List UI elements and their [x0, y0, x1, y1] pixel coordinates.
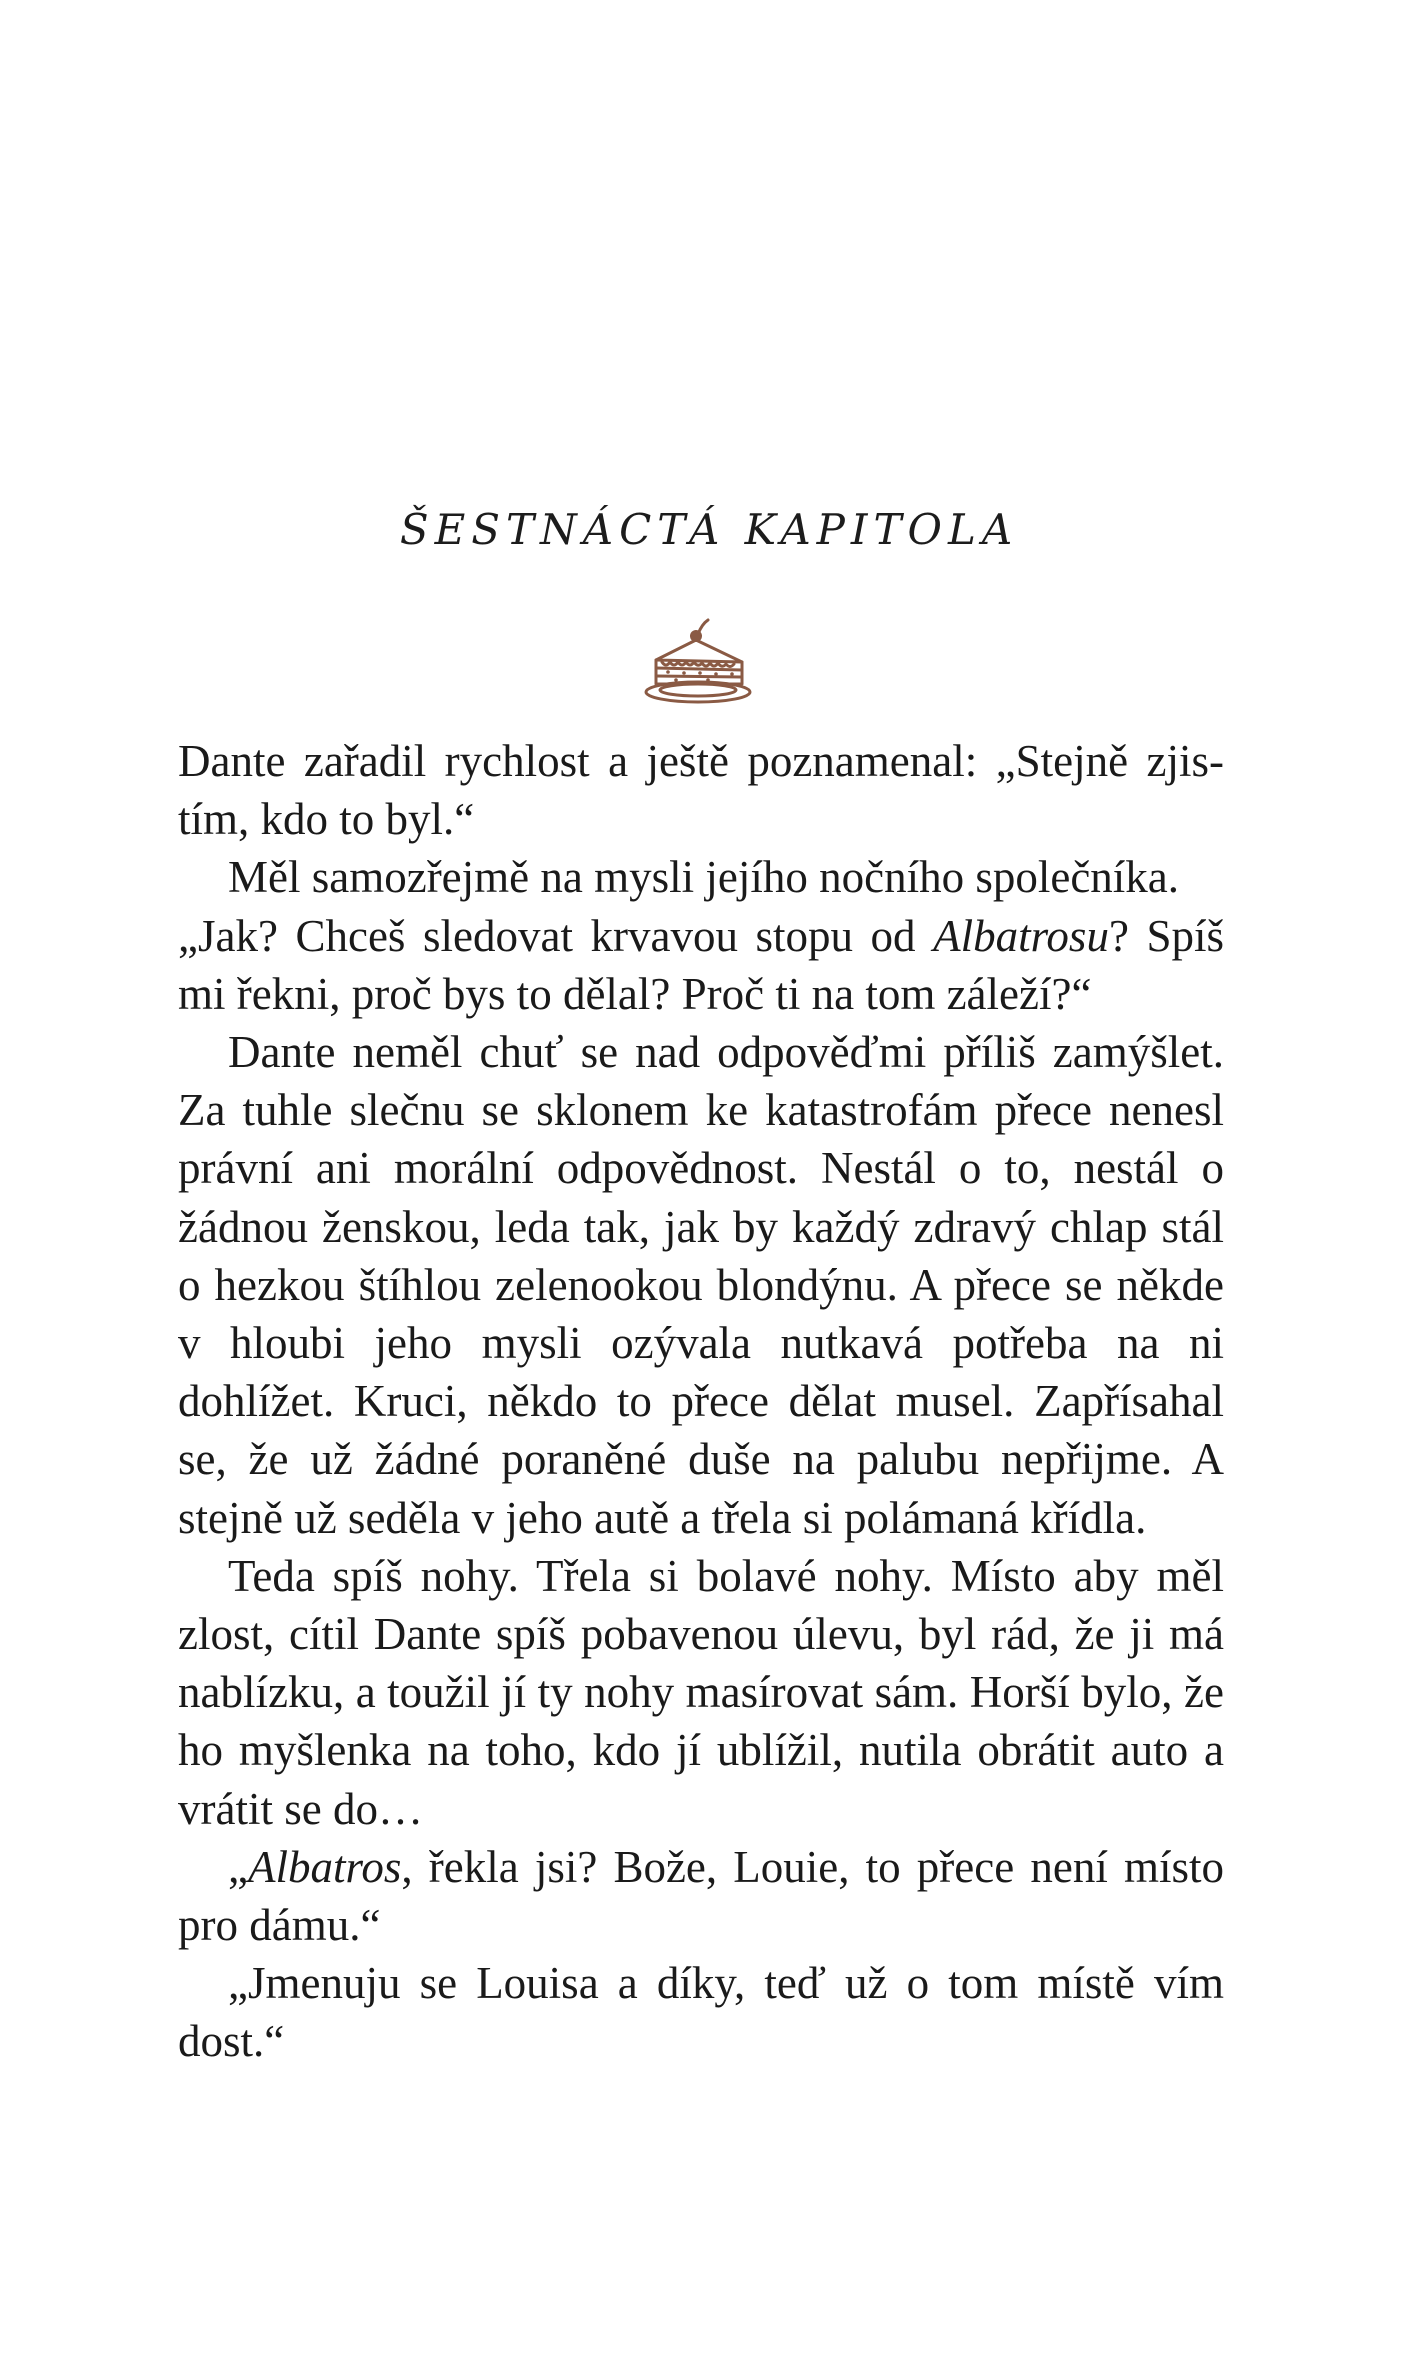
- paragraph-text: Měl samozřejmě na mysli jejího nočního společníka.: [228, 852, 1180, 903]
- italic-text: Albatros: [247, 1841, 402, 1892]
- chapter-title: ŠESTNÁCTÁ KAPITOLA: [399, 505, 1019, 554]
- cake-slice-icon: [638, 612, 758, 708]
- paragraph-text: Dante neměl chuť se nad odpověďmi příliš zamýšlet. Za tuhle slečnu se sklonem ke katastrofám přece nenesl právní ani morální odpovědnost. Nestál o to, nestál o žádnou ženskou, leda tak, jak by každý zdravý chlap stál o hezkou štíhlou zelenookou blondýnu. A přece se někde v hloubi jeho mysli ozývala nutkavá potřeba na ni dohlížet. Kruci, někdo to přece dělat musel. Zapřísahal se, že už žádné poraněné duše na palubu nepřijme. A stejně už seděla v jeho autě a třela si polámaná křídla.: [178, 1027, 1224, 1543]
- paragraph-text: „Jak? Chceš sledovat krvavou stopu od: [178, 910, 934, 961]
- italic-text: Albatrosu: [933, 910, 1109, 961]
- paragraph: [178, 1547, 1224, 1838]
- paragraph-text: Teda spíš nohy. Třela si bolavé nohy. Místo aby měl zlost, cítil Dante spíš pobavenou úlevu, byl rád, že ji má nablízku, a toužil jí ty nohy masírovat sám. Horší bylo, že ho myšlenka na toho, kdo jí ublížil, nutila obrátit auto a vrátit se do…: [178, 1550, 1224, 1834]
- paragraph: [178, 1954, 1224, 2070]
- chapter-text: [178, 732, 1224, 2071]
- paragraph: [178, 732, 1224, 848]
- paragraph-text: , řekla jsi? Bože, Louie, to přece není místo pro dámu.“: [178, 1841, 1224, 1951]
- paragraph: [178, 848, 1224, 906]
- paragraph: [178, 1023, 1224, 1547]
- paragraph: [178, 907, 1224, 1023]
- paragraph: [178, 1838, 1224, 1954]
- paragraph-text: ? Spíš mi řekni, proč bys to dělal? Proč ti na tom záleží?“: [178, 910, 1225, 1019]
- paragraph-text: „Jmenuju se Louisa a díky, teď už o tom místě vím dost.“: [178, 1958, 1224, 2067]
- paragraph-text: „: [228, 1841, 248, 1892]
- paragraph-text: Dante zařadil rychlost a ještě poznamenal: „Stejně zjistím, kdo to byl.“: [178, 736, 1224, 845]
